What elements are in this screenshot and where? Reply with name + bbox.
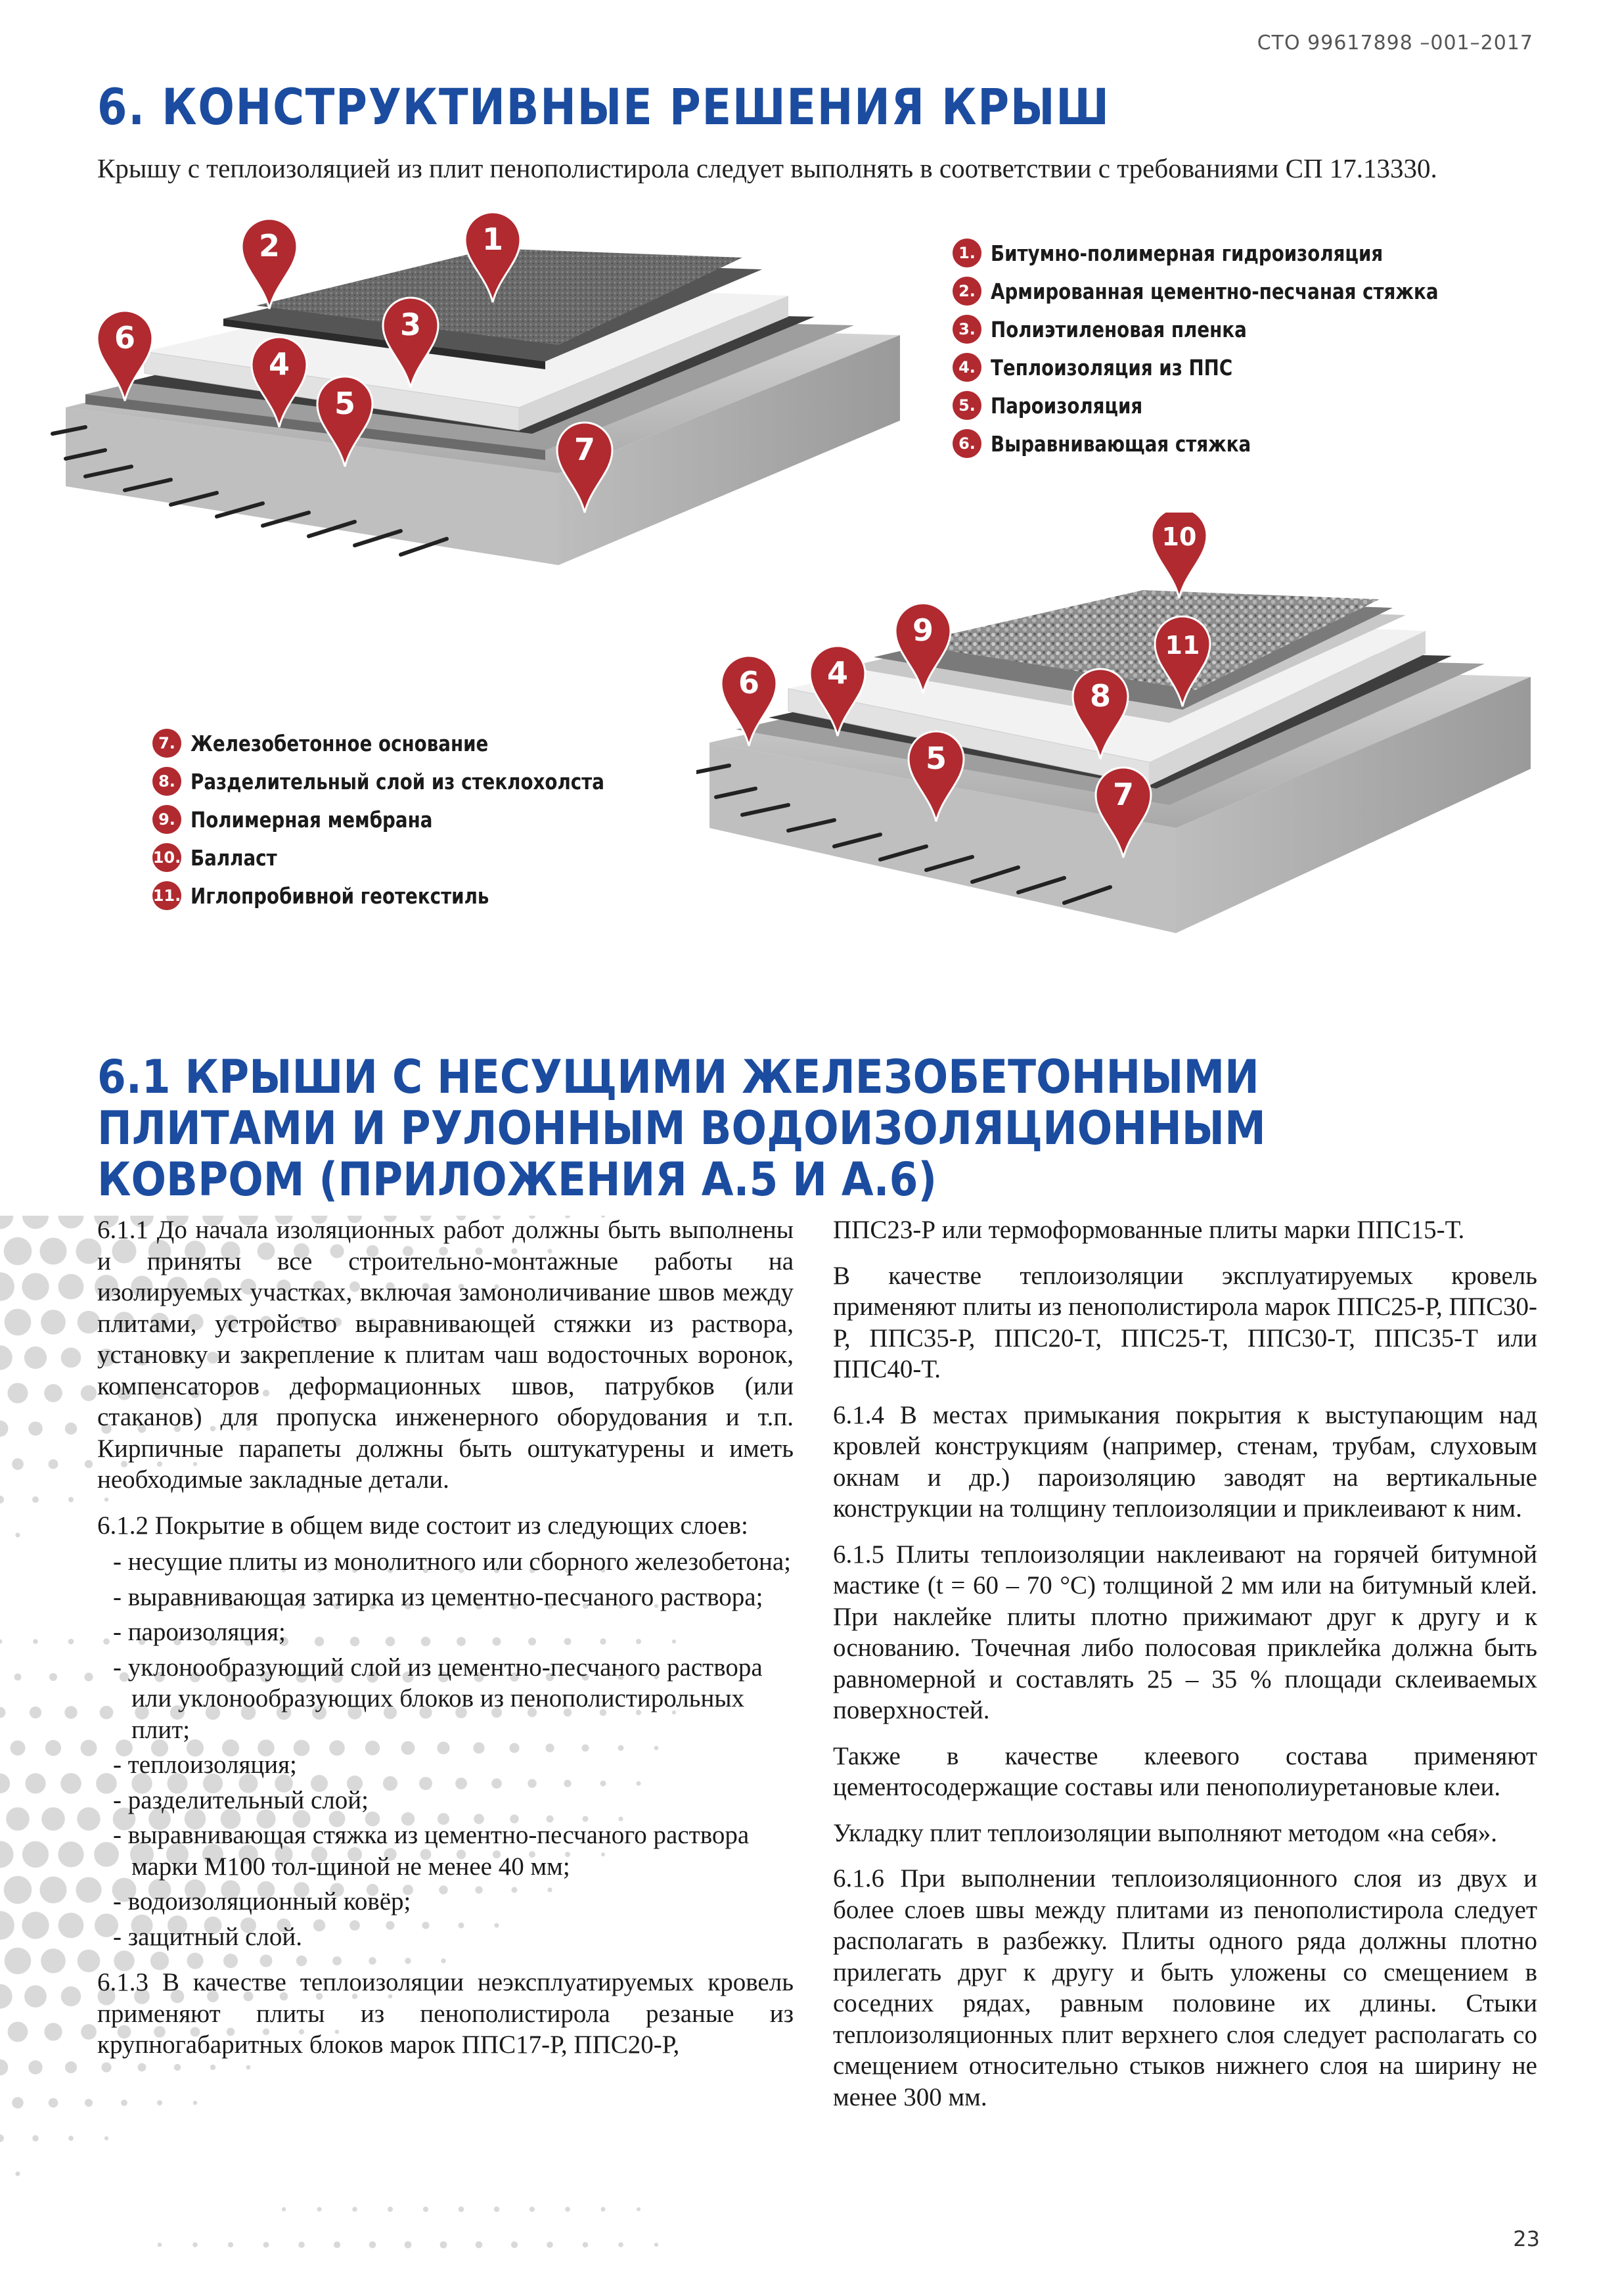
decorative-dot xyxy=(0,1496,4,1504)
decorative-dot xyxy=(49,2098,58,2108)
decorative-dot xyxy=(0,1640,2,1644)
decorative-dot xyxy=(5,1309,32,1336)
decorative-dot xyxy=(637,2207,641,2211)
legend-label: Выравнивающая стяжка xyxy=(991,430,1251,457)
legend-item-1 xyxy=(953,234,1523,272)
paragraph-6-1-5: 6.1.5 Плиты теплоизоляции наклеивают на горячей битумной мастике (t = 60 – 70 °С) толщиной 2 мм или на битумный клей. При наклейке плиты плотно прижимают друг к другу и к основанию. Точечная либо полосовая приклейка должна быть равномерной и составлять 25 – 35 % площади склеиваемых поверхностей. xyxy=(833,1540,1537,1724)
legend-number: 6. xyxy=(953,429,981,458)
paragraph-6-1-3: 6.1.3 В качестве теплоизоляции неэксплуатируемых кровель применяют плиты из пенополистирола резаные из крупногабаритных блоков марок ППС17-Р, ППС20-Р, xyxy=(97,1968,794,2059)
decorative-dot xyxy=(494,2207,499,2212)
svg-text:8: 8 xyxy=(1089,678,1112,714)
paragraph-6-1-6: 6.1.6 При выполнении теплоизоляционного слоя из двух и более слоев швы между плитами из пенополистирола следует располагать в разбежку. Плиты одного ряда должны плотно прилегать друг к другу и быть уложены со смещением в соседних рядах, равным половине их длины. Стыки теплоизоляционных плит верхнего слоя следует располагать со смещением относительно стыков нижнего слоя на ширину не менее 300 мм. xyxy=(833,1864,1537,2111)
decorative-dot xyxy=(317,2207,322,2212)
legend-item-9 xyxy=(152,800,683,838)
decorative-dot xyxy=(68,1497,74,1502)
decorative-dot xyxy=(547,2241,553,2248)
legend-label: Балласт xyxy=(191,844,277,871)
svg-text:4: 4 xyxy=(268,346,290,382)
decorative-dot xyxy=(22,1841,49,1868)
left-column xyxy=(97,1214,794,2075)
legend-item-6 xyxy=(953,425,1523,463)
decorative-dot xyxy=(459,2207,464,2212)
decorative-dot xyxy=(65,2061,77,2073)
legend-label: Армированная цементно-песчаная стяжка xyxy=(991,278,1439,304)
decorative-dot xyxy=(22,1912,49,1939)
decorative-dot xyxy=(85,2099,93,2107)
list-item: - несущие плиты из монолитного или сборного железобетона; xyxy=(113,1548,792,1576)
marker-pin xyxy=(242,219,297,309)
decorative-dot xyxy=(0,2134,4,2142)
document-code: СТО 99617898 –001–2017 xyxy=(1257,32,1533,55)
legend-top xyxy=(953,234,1523,463)
decorative-dot xyxy=(44,1384,62,1402)
decorative-dot xyxy=(65,1423,77,1435)
roof-diagram-2 xyxy=(696,513,1564,1012)
decorative-dot xyxy=(28,1421,43,1436)
legend-label: Теплоизоляция из ППС xyxy=(991,354,1233,380)
decorative-dot xyxy=(49,1459,58,1469)
legend-item-2 xyxy=(953,272,1523,310)
decorative-dot xyxy=(85,1460,93,1468)
right-column xyxy=(833,1214,1537,2127)
decorative-dot xyxy=(58,1216,84,1229)
decorative-dot xyxy=(334,2241,340,2248)
decorative-dot xyxy=(0,1707,5,1718)
decorative-dot xyxy=(81,2024,97,2040)
decorative-dot xyxy=(529,2207,535,2212)
decorative-dot xyxy=(41,1310,66,1335)
decorative-dot xyxy=(0,1911,14,1940)
paragraph-glue: Также в качестве клеевого состава применяют цементосодержащие составы или пенополиуретановые клеи. xyxy=(833,1741,1537,1801)
legend-item-11 xyxy=(152,877,683,915)
layers-list xyxy=(97,1546,794,1952)
decorative-dot xyxy=(104,2136,108,2140)
legend-number: 5. xyxy=(953,391,981,420)
list-item: - выравнивающая затирка из цементно-песчаного раствора; xyxy=(113,1582,763,1611)
decorative-dot xyxy=(22,1216,49,1229)
svg-text:7: 7 xyxy=(574,432,596,467)
paragraph-laying: Укладку плит теплоизоляции выполняют методом «на себя». xyxy=(833,1818,1498,1847)
decorative-dot xyxy=(45,1740,61,1756)
svg-text:5: 5 xyxy=(925,741,947,776)
decorative-dot xyxy=(40,1877,67,1904)
decorative-dot xyxy=(12,2097,23,2108)
decorative-dot xyxy=(22,1273,49,1300)
decorative-dot xyxy=(6,1807,30,1831)
decorative-dot xyxy=(158,2243,162,2247)
decorative-dot xyxy=(64,1706,77,1718)
svg-text:4: 4 xyxy=(826,655,849,691)
paragraph-6-1-3-continued: ППС23-Р или термоформованные плиты марки ППС15-Т. xyxy=(833,1216,1465,1244)
legend-label: Полимерная мембрана xyxy=(191,806,433,833)
decorative-dot xyxy=(388,2207,393,2212)
legend-label: Железобетонное основание xyxy=(191,730,489,756)
decorative-dot xyxy=(228,2242,233,2247)
svg-text:11: 11 xyxy=(1165,631,1200,660)
svg-text:10: 10 xyxy=(1161,522,1197,551)
decorative-dot xyxy=(0,1841,14,1868)
decorative-dot xyxy=(24,1985,47,2008)
legend-number: 7. xyxy=(152,729,181,758)
decorative-dot xyxy=(8,1383,28,1404)
decorative-dot xyxy=(583,2242,589,2248)
legend-number: 11. xyxy=(152,881,181,910)
decorative-dot xyxy=(28,2060,42,2074)
decorative-dot xyxy=(84,1672,93,1681)
decorative-dot xyxy=(40,1238,67,1265)
legend-number: 4. xyxy=(953,353,981,382)
decorative-dot xyxy=(0,1272,14,1301)
decorative-dot xyxy=(32,2135,39,2142)
decorative-dot xyxy=(618,2242,623,2247)
decorative-dot xyxy=(14,1674,22,1681)
decorative-dot xyxy=(0,1984,12,2008)
page-title: 6. КОНСТРУКТИВНЫЕ РЕШЕНИЯ КРЫШ xyxy=(97,78,1110,136)
decorative-dot xyxy=(60,1773,81,1794)
decorative-dot xyxy=(193,2101,197,2105)
legend-number: 3. xyxy=(953,315,981,344)
decorative-dot xyxy=(58,1841,83,1867)
decorative-dot xyxy=(33,1639,38,1644)
decorative-dot xyxy=(8,2022,28,2042)
decorative-dot xyxy=(81,1385,97,1401)
decorative-dot xyxy=(68,1639,74,1645)
legend-number: 9. xyxy=(152,805,181,834)
svg-text:9: 9 xyxy=(912,612,934,648)
decorative-dot xyxy=(263,2242,269,2248)
decorative-dot xyxy=(32,1496,39,1503)
decorative-dot xyxy=(58,1274,84,1300)
list-item: - выравнивающая стяжка из цементно-песчаного раствора марки М100 тол-щиной не менее 40 мм; xyxy=(113,1821,750,1881)
page-number: 23 xyxy=(1513,2226,1540,2251)
paragraph-exploited-roofs: В качестве теплоизоляции эксплуатируемых кровель применяют плиты из пенополистирола марок ППС25-Р, ППС30-Р, ППС35-Р, ППС20-Т, ППС25-Т, ППС30-Т, ППС35-Т или ППС40-Т. xyxy=(833,1261,1537,1383)
paragraph-6-1-2: 6.1.2 Покрытие в общем виде состоит из следующих слоев: xyxy=(97,1511,748,1540)
list-item: - теплоизоляция; xyxy=(113,1751,297,1779)
decorative-dot xyxy=(15,1532,20,1537)
decorative-dot xyxy=(61,1348,81,1368)
decorative-dot xyxy=(352,2207,357,2211)
decorative-dot xyxy=(405,2241,412,2249)
svg-text:7: 7 xyxy=(1112,777,1135,812)
legend-item-8 xyxy=(152,762,683,800)
decorative-dot xyxy=(192,2242,197,2247)
legend-bottom xyxy=(152,724,683,915)
decorative-dot xyxy=(44,2023,62,2040)
decorative-dot xyxy=(565,2207,570,2212)
legend-item-3 xyxy=(953,310,1523,348)
decorative-dot xyxy=(49,1673,57,1681)
legend-item-5 xyxy=(953,386,1523,425)
decorative-dot xyxy=(476,2241,483,2249)
decorative-dot xyxy=(68,2136,74,2141)
legend-number: 1. xyxy=(953,239,981,267)
decorative-dot xyxy=(282,2207,286,2211)
decorative-dot xyxy=(423,2207,428,2212)
svg-text:6: 6 xyxy=(738,665,760,700)
decorative-dot xyxy=(298,2241,305,2248)
decorative-dot xyxy=(440,2241,447,2249)
legend-label: Битумно-полимерная гидроизоляция xyxy=(991,240,1384,266)
svg-text:6: 6 xyxy=(114,320,136,356)
list-item: - уклонообразующий слой из цементно-песчаного раствора или уклонообразующих блоков из пенополистирольных плит; xyxy=(113,1653,763,1744)
svg-text:3: 3 xyxy=(399,307,422,342)
decorative-dot xyxy=(30,1707,41,1718)
decorative-dot xyxy=(61,1986,81,2006)
legend-label: Разделительный слой из стеклохолста xyxy=(191,768,604,794)
decorative-dot xyxy=(511,2241,518,2248)
decorative-dot xyxy=(25,1773,45,1793)
legend-item-4 xyxy=(953,348,1523,386)
decorative-dot xyxy=(121,2100,127,2106)
legend-item-10 xyxy=(152,838,683,877)
decorative-dot xyxy=(24,1346,47,1369)
decorative-dot xyxy=(5,1948,32,1975)
decorative-dot xyxy=(81,1740,97,1756)
decorative-dot xyxy=(15,2171,20,2176)
list-item: - защитный слой. xyxy=(113,1922,302,1951)
decorative-dot xyxy=(41,1948,66,1973)
decorative-dot xyxy=(41,1807,65,1831)
decorative-dot xyxy=(0,1216,13,1229)
legend-label: Полиэтиленовая пленка xyxy=(991,316,1247,342)
decorative-dot xyxy=(0,1774,10,1793)
paragraph-6-1-1: 6.1.1 До начала изоляционных работ должны быть выполнены и приняты все строительно-монтажные работы на изолируемых участках, включая замоноличивание швов между плитами, устройство выравнивающей стяжки из раствора, установку и закрепление к плитам чаш водосточных воронок, компенсаторов деформационных швов, патрубков (или стаканов) для пропуска инженерного оборудования и т.п. Кирпичные парапеты должны быть оштукатурены и иметь необходимые закладные детали. xyxy=(97,1216,794,1494)
decorative-dot xyxy=(601,2207,606,2212)
marker-pin xyxy=(1152,513,1207,598)
intro-text: Крышу с теплоизоляцией из плит пенополистирола следует выполнять в соответствии с требованиями СП 17.13330. xyxy=(97,153,1437,183)
decorative-dot xyxy=(4,1237,32,1266)
decorative-dot xyxy=(0,1345,12,1370)
svg-text:2: 2 xyxy=(258,228,281,264)
decorative-dot xyxy=(157,2100,162,2105)
legend-item-7 xyxy=(152,724,683,762)
decorative-dot xyxy=(0,2059,8,2076)
list-item: - водоизоляционный ковёр; xyxy=(113,1887,411,1916)
list-item: - разделительный слой; xyxy=(113,1785,369,1814)
list-item: - пароизоляция; xyxy=(113,1618,286,1646)
legend-number: 8. xyxy=(152,767,181,796)
legend-label: Иглопробивной геотекстиль xyxy=(191,883,489,909)
decorative-dot xyxy=(4,1876,32,1904)
legend-label: Пароизоляция xyxy=(991,392,1143,419)
svg-text:1: 1 xyxy=(482,221,504,257)
paragraph-6-1-4: 6.1.4 В местах примыкания покрытия к выступающим над кровлей конструкциям (например, стенам, трубам, слуховым окнам и др.) пароизоляцию заводят на вертикальные конструкции на толщину теплоизоляции и приклеивают к ним. xyxy=(833,1400,1537,1523)
decorative-dot xyxy=(654,2243,658,2247)
section-title: 6.1 КРЫШИ С НЕСУЩИМИ ЖЕЛЕЗОБЕТОННЫМИ ПЛИТАМИ И РУЛОННЫМ ВОДОИЗОЛЯЦИОННЫМ КОВРОМ (ПРИЛОЖЕНИЯ А.5 И А.6) xyxy=(97,1050,1266,1206)
legend-number: 10. xyxy=(152,843,181,872)
decorative-dot xyxy=(11,1741,26,1756)
decorative-dot xyxy=(369,2241,376,2249)
svg-text:5: 5 xyxy=(334,386,356,421)
decorative-dot xyxy=(12,1458,24,1470)
decorative-dot xyxy=(58,1913,84,1939)
decorative-dot xyxy=(0,1421,9,1437)
legend-number: 2. xyxy=(953,277,981,306)
